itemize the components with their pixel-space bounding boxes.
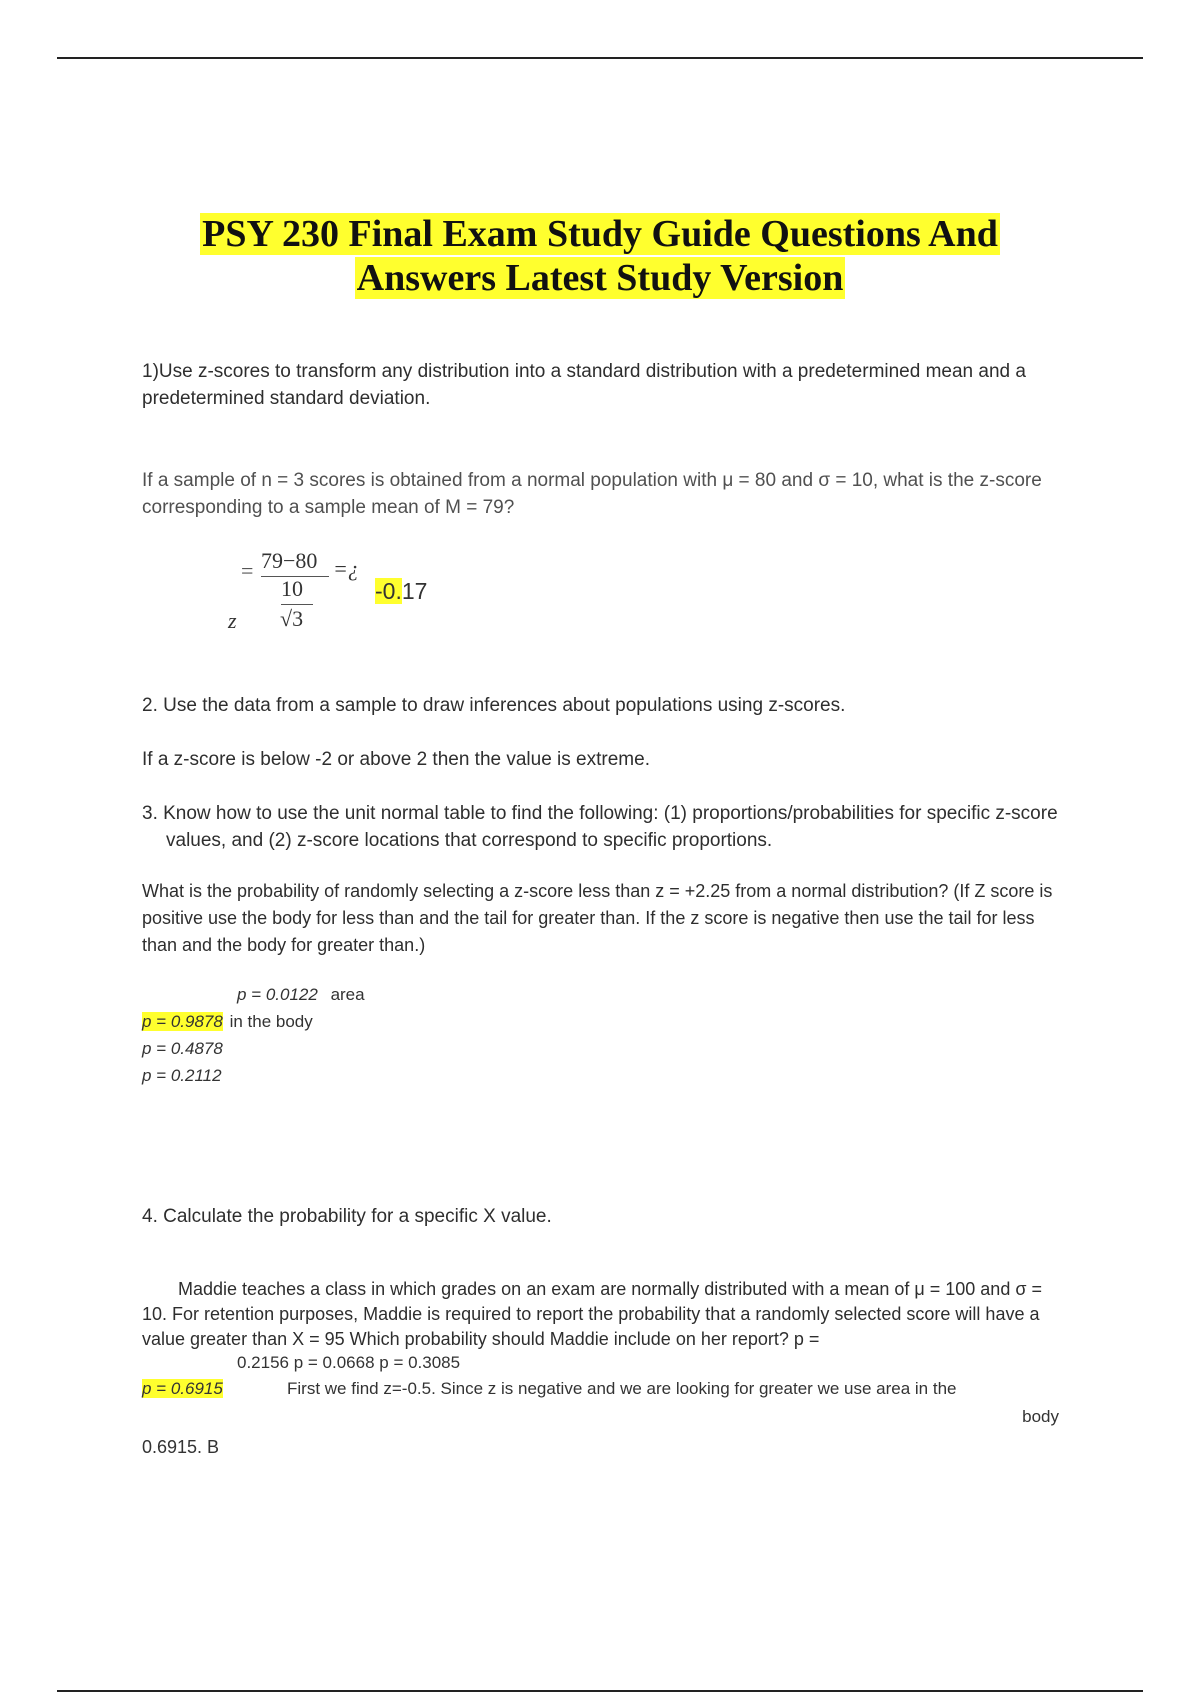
q1-question: If a sample of n = 3 scores is obtained from a normal population with μ = 80 and σ = 10, what is the z-score corresponding to a sample mean of M = 79? [142,470,1042,518]
q4-answer-option-value: p = 0.6915 [142,1379,223,1398]
q4-explanation-line1: First we find z=-0.5. Since z is negative and we are looking for greater we use area in the [287,1379,957,1398]
q1-answer [375,578,427,605]
q1-answer-highlight: -0. [375,578,402,604]
formula-inner-bar [281,604,313,605]
formula-equals-right: =¿ [333,556,359,581]
title-line-2: Answers Latest Study Version [356,257,844,299]
formula-numerator: 79−80 [261,548,318,573]
q1-answer-rest: 17 [401,578,428,604]
q4-heading: 4. Calculate the probability for a specific X value. [142,1206,552,1227]
q3-option-d-value: p = 0.2112 [142,1066,222,1085]
q1-heading: 1)Use z-scores to transform any distribution into a standard distribution with a predetermined mean and a predetermined standard deviation. [142,361,1026,409]
title-line-1: PSY 230 Final Exam Study Guide Questions And [202,213,998,255]
q3-option-a-note: area [330,985,365,1004]
q4-answer-option [142,1379,223,1399]
top-rule [57,57,1143,59]
q4-explanation-line2: body [1022,1407,1059,1426]
q3-question: What is the probability of randomly selecting a z-score less than z = +2.25 from a normal distribution? (If Z score is positive use the body for less than and the tail for greater than. If the z score is negative then use the tail for less than and the body for greater than.) [142,881,1053,955]
q3-heading: 3. Know how to use the unit normal table to find the following: (1) proportions/probabilities for specific z-score values, and (2) z-score locations that correspond to specific proportions. [142,803,1058,851]
q3-option-b [142,1012,313,1032]
document-title [60,212,1140,300]
q3-option-d [142,1066,222,1086]
formula-denominator-top: 10 [281,576,303,601]
q4-question: Maddie teaches a class in which grades on an exam are normally distributed with a mean of μ = 100 and σ = 10. For retention purposes, Maddie is required to report the probability that a randomly selected score will have a value greater than X = 95 Which probability should Maddie include on her report? p = [142,1279,1042,1349]
formula-z: z [228,608,237,633]
q3-option-b-value: p = 0.9878 [142,1012,223,1031]
q3-option-a [237,985,365,1005]
q4-final-answer: 0.6915. B [142,1437,220,1457]
formula-denominator-sqrt: √3 [280,606,304,631]
bottom-rule [57,1690,1143,1692]
q3-option-b-note: in the body [229,1012,313,1031]
q3-option-a-value: p = 0.0122 [237,985,318,1004]
q2-answer: If a z-score is below -2 or above 2 then the value is extreme. [142,749,650,770]
q2-heading: 2. Use the data from a sample to draw inferences about populations using z-scores. [142,695,846,716]
q4-options-line: 0.2156 p = 0.0668 p = 0.3085 [237,1353,461,1372]
formula-equals-left: = [241,558,254,583]
q3-option-c [142,1039,223,1059]
q3-option-c-value: p = 0.4878 [142,1039,223,1058]
